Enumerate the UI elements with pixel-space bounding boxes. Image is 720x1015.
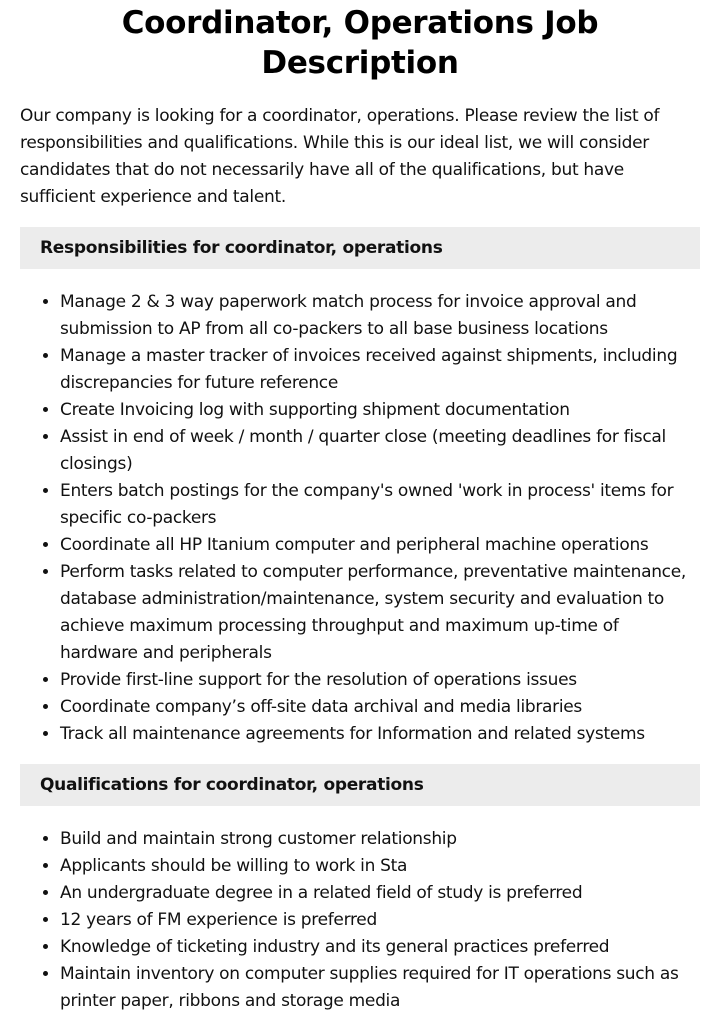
- page-title: Coordinator, Operations Job Description: [121, 5, 599, 81]
- qualifications-list: [20, 826, 700, 1015]
- list-item: • 12 years of FM experience is preferred: [60, 907, 700, 934]
- list-item: • Applicants should be willing to work in Sta: [60, 853, 700, 880]
- responsibilities-list: [20, 289, 700, 748]
- list-item: • Build and maintain strong customer relationship: [60, 826, 700, 853]
- list-item: • Perform tasks related to computer performance, preventative maintenance, database administration/maintenance, system security and evaluation to achieve maximum processing throughput and maximum up-time of hardware and peripherals: [60, 559, 700, 667]
- list-item: • An undergraduate degree in a related field of study is preferred: [60, 880, 700, 907]
- list-item: • Coordinate company’s off-site data archival and media libraries: [60, 694, 700, 721]
- list-item: • Manage a master tracker of invoices received against shipments, including discrepancies for future reference: [60, 343, 700, 397]
- list-item: • Provide first-line support for the resolution of operations issues: [60, 667, 700, 694]
- list-item: • Maintain inventory on computer supplies required for IT operations such as printer paper, ribbons and storage media: [60, 961, 700, 1015]
- list-item: • Track all maintenance agreements for Information and related systems: [60, 721, 700, 748]
- list-item: • Coordinate all HP Itanium computer and peripheral machine operations: [60, 532, 700, 559]
- responsibilities-heading: Responsibilities for coordinator, operations: [20, 227, 700, 269]
- list-item: • Assist in end of week / month / quarter close (meeting deadlines for fiscal closings): [60, 424, 700, 478]
- qualifications-heading: Qualifications for coordinator, operations: [20, 764, 700, 806]
- list-item: • Manage 2 & 3 way paperwork match process for invoice approval and submission to AP from all co-packers to all base business locations: [60, 289, 700, 343]
- list-item: • Create Invoicing log with supporting shipment documentation: [60, 397, 700, 424]
- intro-paragraph: Our company is looking for a coordinator, operations. Please review the list of responsibilities and qualifications. While this is our ideal list, we will consider candidates that do not necessarily have all of the qualifications, but have sufficient experience and talent.: [20, 106, 660, 207]
- list-item: • Enters batch postings for the company's owned 'work in process' items for specific co-packers: [60, 478, 700, 532]
- list-item: • Knowledge of ticketing industry and its general practices preferred: [60, 934, 700, 961]
